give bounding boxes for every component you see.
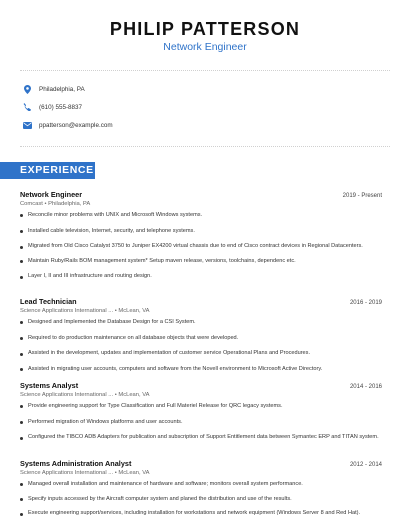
bullet-item: Assisted in the development, updates and implementation of customer service Operational Plans and Procedures. [20,350,382,358]
bullet-item: Layer I, II and III infrastructure and routing design. [20,273,382,281]
bullet-item: Required to do production maintenance on all database objects that were developed. [20,335,382,343]
job-title: Network Engineer [20,190,83,199]
experience-heading: EXPERIENCE [0,162,95,179]
header-divider [20,70,390,71]
bullet-item: Specify inputs accessed by the Aircraft computer system and planed the distribution and use of the results. [20,496,382,504]
bullet-item: Migrated from Old Cisco Catalyst 3750 to Juniper EX4200 virtual chassis due to end of Cisco contract devices in Regional Datacenters. [20,243,382,251]
bullet-item: Designed and Implemented the Database Design for a CSI System. [20,319,382,327]
location-pin-icon [22,84,32,94]
bullet-item: Installed cable television, Internet, security, and telephone systems. [20,228,382,236]
contact-email [22,119,113,131]
bullet-item: Reconcile minor problems with UNIX and Microsoft Windows systems. [20,212,382,220]
job-company: Comcast • Philadelphia, PA [20,201,91,207]
bullet-item: Assisted in migrating user accounts, computers and software from the Novell environment to Microsoft Active Directory. [20,366,382,374]
bullet-item: Performed migration of Windows platforms and user accounts. [20,419,382,427]
job-dates: 2012 - 2014 [349,462,382,468]
contact-email-text: ppatterson@example.com [39,121,113,129]
email-icon [22,120,32,130]
contact-divider [20,146,390,147]
job-entry [20,297,382,373]
job-bullets [20,481,382,518]
contact-phone-text: (610) 555-8837 [39,103,83,111]
job-company: Science Applications International ... • McLean, VA [20,470,150,476]
job-company: Science Applications International ... • McLean, VA [20,308,150,314]
bullet-item: Maintain Ruby/Rails BOM management system* Setup maven release, versions, toolchains, dependenc etc. [20,258,382,266]
job-entry [20,381,382,442]
job-entry [20,459,382,518]
job-bullets [20,319,382,373]
job-title: Systems Analyst [20,381,79,390]
bullet-item: Execute engineering support/services, including installation for workstations and network equipment (Windows Server 8 and Red Hat). [20,510,382,518]
bullet-item: Provide engineering support for Type Classification and Full Materiel Release for QRC legacy systems. [20,403,382,411]
contact-location-text: Philadelphia, PA [39,85,85,93]
job-bullets [20,403,382,442]
job-dates: 2016 - 2019 [349,300,382,306]
bullet-item: Managed overall installation and maintenance of hardware and software; monitors overall system performance. [20,481,382,489]
candidate-title: Network Engineer [163,41,247,53]
job-dates: 2019 - Present [342,193,382,199]
phone-icon [22,102,32,112]
job-title: Systems Administration Analyst [20,459,132,468]
contact-phone [22,101,82,113]
candidate-name: PHILIP PATTERSON [109,19,301,39]
job-dates: 2014 - 2016 [349,384,382,390]
job-bullets [20,212,382,281]
bullet-item: Configured the TIBCO ADB Adapters for publication and subscription of Support Entitlement data between Symantec ERP and TITAN system. [20,434,382,442]
job-entry [20,190,382,281]
contact-location [22,83,85,95]
job-title: Lead Technician [20,297,77,306]
job-company: Science Applications International ... • McLean, VA [20,392,150,398]
